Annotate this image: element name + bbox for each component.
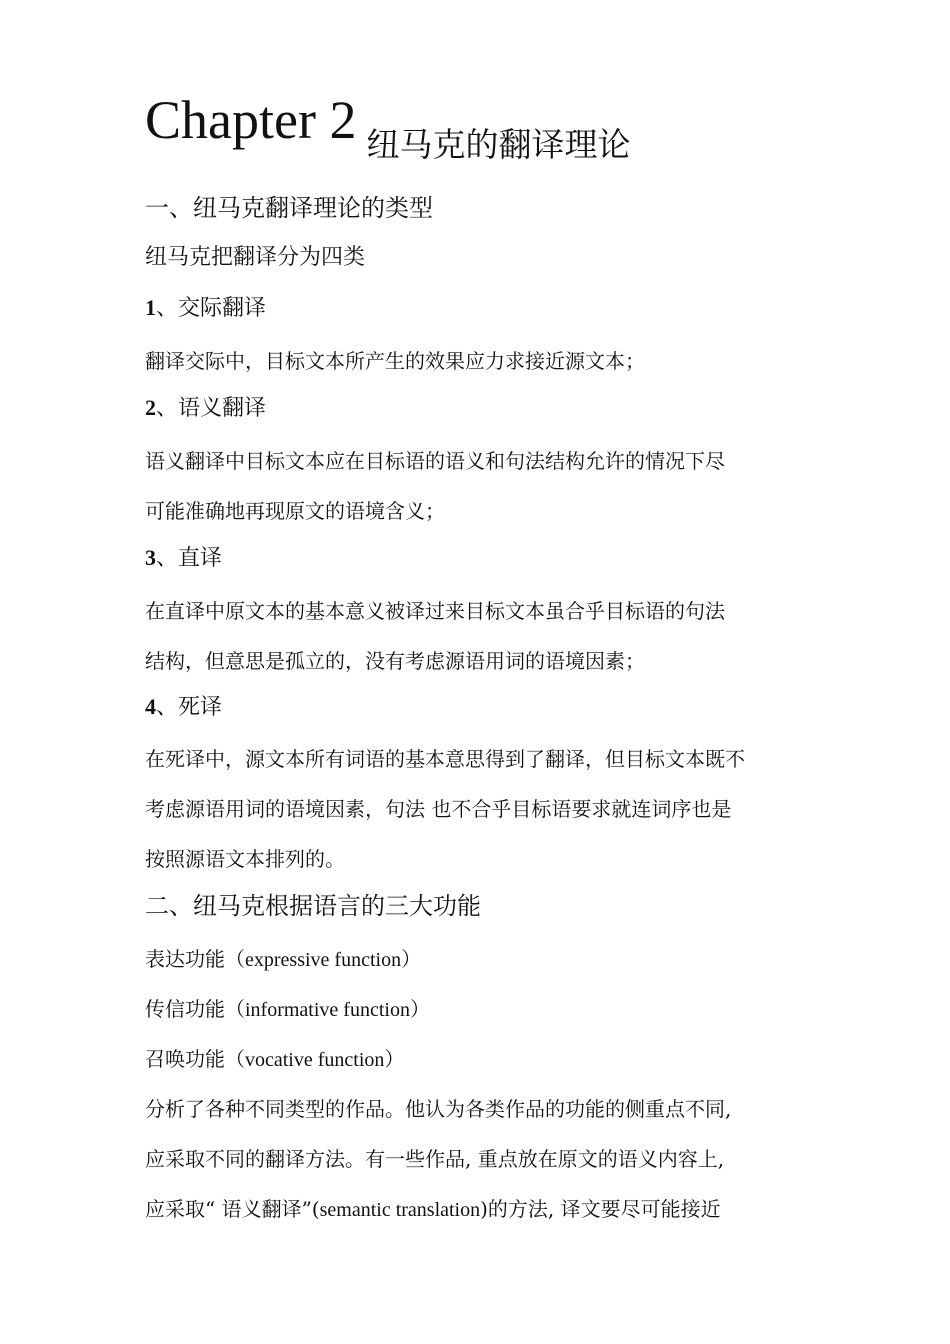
paragraph-line: 结构，但意思是孤立的，没有考虑源语用词的语境因素；	[145, 649, 645, 673]
paragraph-line: 按照源语文本排列的。	[145, 847, 345, 871]
paragraph-english: semantic translation	[319, 1199, 481, 1221]
paragraph-line: 在死译中，源文本所有词语的基本意思得到了翻译，但目标文本既不	[145, 747, 745, 771]
chapter-title	[145, 90, 631, 164]
function-label: 表达功能（	[145, 947, 245, 971]
chapter-title-en: Chapter 2	[145, 90, 357, 150]
paragraph-segment: 应采取“ 语义翻译”(	[145, 1197, 320, 1221]
item-heading-1	[145, 293, 266, 324]
function-label: 传信功能（	[145, 997, 245, 1021]
paren-close: ）	[401, 947, 422, 971]
paren-close: ）	[409, 997, 430, 1021]
paren-close: ）	[384, 1047, 405, 1071]
function-line-expressive	[145, 945, 421, 974]
item-number: 2	[145, 395, 156, 420]
item-title: 、死译	[156, 695, 223, 720]
paragraph-line: 分析了各种不同类型的作品。他认为各类作品的功能的侧重点不同,	[145, 1097, 732, 1121]
paragraph-line: 语义翻译中目标文本应在目标语的语义和句法结构允许的情况下尽	[145, 449, 725, 473]
paragraph-line: 在直译中原文本的基本意义被译过来目标文本虽合乎目标语的句法	[145, 599, 725, 623]
paragraph-line: 应采取不同的翻译方法。有一些作品, 重点放在原文的语义内容上,	[145, 1147, 725, 1171]
chapter-title-zh: 纽马克的翻译理论	[366, 125, 631, 164]
paragraph-line: 可能准确地再现原文的语境含义；	[145, 499, 445, 523]
paragraph-segment: )的方法, 译文要尽可能接近	[480, 1197, 721, 1221]
item-title: 、直译	[156, 546, 223, 571]
function-line-informative	[145, 995, 430, 1024]
item-number: 3	[145, 545, 156, 570]
paragraph-line: 翻译交际中，目标文本所产生的效果应力求接近源文本；	[145, 349, 645, 373]
function-english: informative function	[245, 999, 410, 1021]
item-heading-3	[145, 543, 222, 574]
item-title: 、交际翻译	[156, 296, 267, 321]
function-line-vocative	[145, 1045, 404, 1074]
function-english: expressive function	[245, 949, 402, 971]
item-number: 1	[145, 295, 156, 320]
function-english: vocative function	[245, 1049, 385, 1071]
item-title: 、语义翻译	[156, 396, 267, 421]
item-heading-4	[145, 692, 222, 723]
section-heading-1: 一、纽马克翻译理论的类型	[145, 194, 433, 222]
item-number: 4	[145, 694, 156, 719]
function-label: 召唤功能（	[145, 1047, 245, 1071]
section-intro: 纽马克把翻译分为四类	[145, 245, 366, 270]
paragraph-line	[145, 1195, 721, 1224]
item-heading-2	[145, 393, 266, 424]
paragraph-line: 考虑源语用词的语境因素，句法 也不合乎目标语要求就连词序也是	[145, 797, 732, 821]
section-heading-2: 二、纽马克根据语言的三大功能	[145, 892, 481, 920]
